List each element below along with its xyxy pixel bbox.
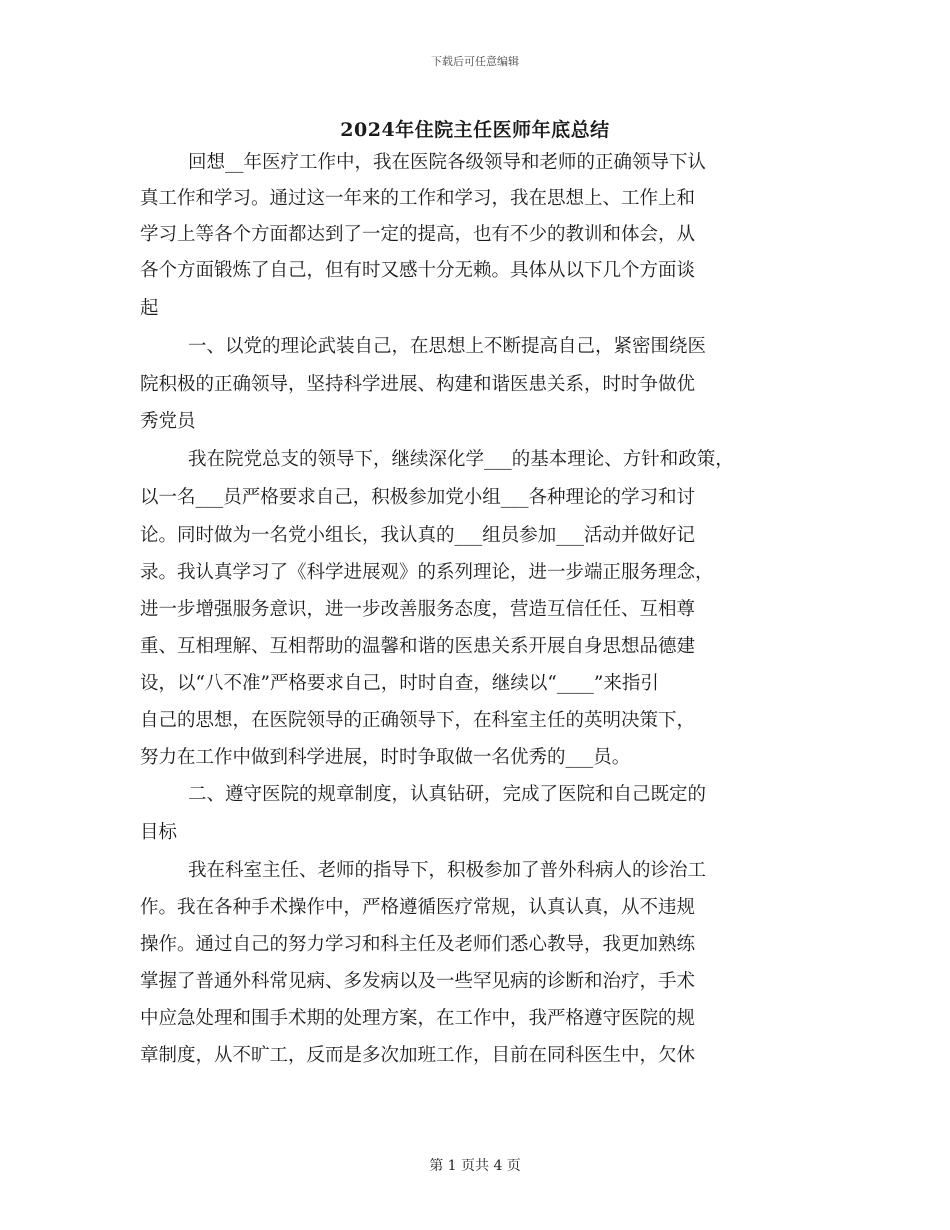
document-title: 2024年住院主任医师年底总结 (340, 119, 610, 141)
body-line: 院积极的正确领导，坚持科学进展、构建和谐医患关系，时时争做优 (140, 374, 696, 395)
body-line: 一、以党的理论武装自己，在思想上不断提高自己，紧密围绕医 (188, 336, 707, 357)
body-line: 录。我认真学习了《科学进展观》的系列理论，进一步端正服务理念， (140, 562, 714, 583)
body-line: 作。我在各种手术操作中，严格遵循医疗常规，认真认真，从不违规 (140, 897, 696, 918)
body-line: 起 (140, 298, 159, 319)
body-line: 章制度，从不旷工，反而是多次加班工作，目前在同科医生中，欠休 (140, 1045, 696, 1066)
body-line: 二、遵守医院的规章制度，认真钻研，完成了医院和自己既定的 (188, 784, 707, 805)
body-line: 设，以“八不准”严格要求自己，时时自查，继续以“____”来指引 (140, 673, 659, 694)
body-line: 各个方面锻炼了自己，但有时又感十分无赖。具体从以下几个方面谈 (140, 260, 696, 281)
body-line: 论。同时做为一名党小组长，我认真的___组员参加___活动并做好记 (140, 525, 696, 546)
body-line: 真工作和学习。通过这一年来的工作和学习，我在思想上、工作上和 (140, 188, 696, 209)
body-line: 回想__年医疗工作中，我在医院各级领导和老师的正确领导下认 (188, 152, 707, 173)
body-line: 操作。通过自己的努力学习和科主任及老师们悉心教导，我更加熟练 (140, 934, 696, 955)
body-line: 中应急处理和围手术期的处理方案，在工作中，我严格遵守医院的规 (140, 1008, 696, 1029)
body-line: 我在院党总支的领导下，继续深化学___的基本理论、方针和政策， (188, 449, 734, 470)
body-line: 秀党员 (140, 411, 196, 432)
body-line: 以一名___员严格要求自己，积极参加党小组___各种理论的学习和讨 (140, 487, 696, 508)
header-note: 下载后可任意编辑 (431, 55, 519, 68)
body-line: 自己的思想，在医院领导的正确领导下，在科室主任的英明决策下， (140, 710, 696, 731)
page-number: 第 1 页共 4 页 (429, 1158, 521, 1174)
body-line: 目标 (140, 822, 178, 843)
body-line: 掌握了普通外科常见病、多发病以及一些罕见病的诊断和治疗，手术 (140, 971, 696, 992)
body-line: 学习上等各个方面都达到了一定的提高，也有不少的教训和体会，从 (140, 224, 696, 245)
body-line: 进一步增强服务意识，进一步改善服务态度，营造互信任任、互相尊 (140, 599, 696, 620)
body-line: 我在科室主任、老师的指导下，积极参加了普外科病人的诊治工 (188, 860, 707, 881)
body-line: 重、互相理解、互相帮助的温馨和谐的医患关系开展自身思想品德建 (140, 636, 696, 657)
body-line: 努力在工作中做到科学进展，时时争取做一名优秀的___员。 (140, 747, 631, 768)
